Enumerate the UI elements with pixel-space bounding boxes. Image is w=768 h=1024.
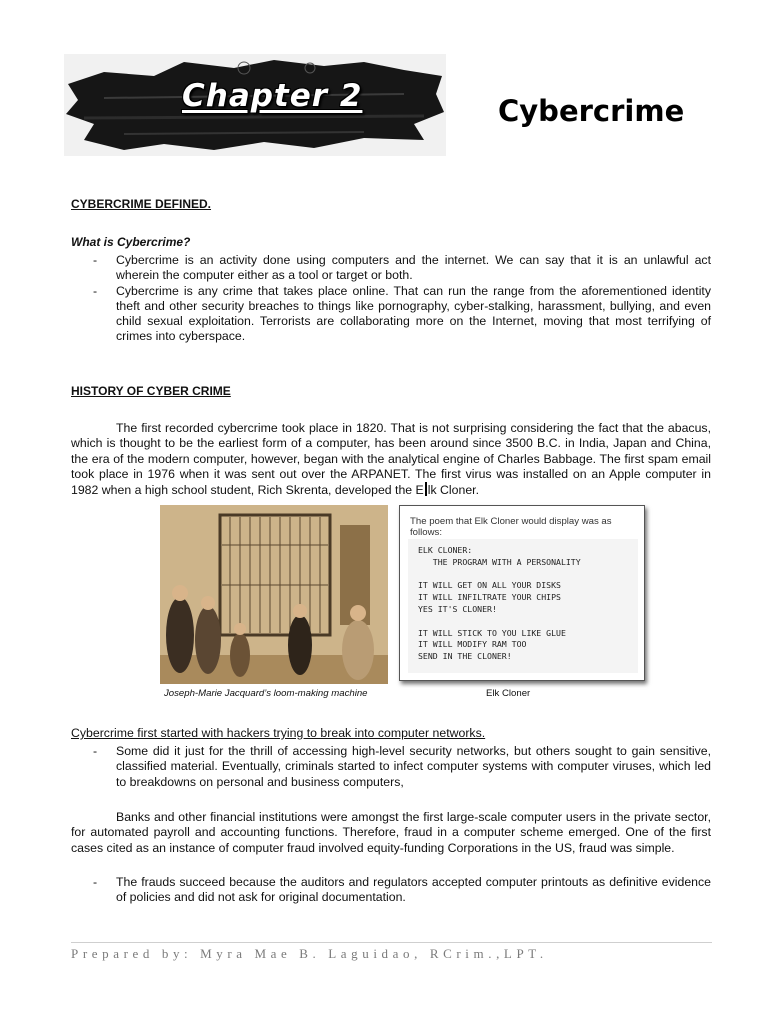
text-cursor — [425, 482, 427, 496]
hackers-list — [71, 744, 711, 790]
list-item: - Cybercrime is an activity done using computers and the internet. We can say that it is an unlawful act wherein the computer either as a tool or target or both. — [93, 253, 711, 283]
section-heading-defined: CYBERCRIME DEFINED. — [71, 197, 212, 211]
list-item: - Cybercrime is any crime that takes place online. That can run the range from the aforementioned identity theft and other security breaches to things like pornography, cyber-stalking, harassment, bullying, and even child sexual exploitation. Terrorists are collaborating more on the Internet, moving that most terrifying of crimes into cyberspace. — [93, 283, 711, 344]
elk-caption: Elk Cloner — [486, 688, 531, 699]
elk-cloner-poem: ELK CLONER: THE PROGRAM WITH A PERSONALITY IT WILL GET ON ALL YOUR DISKS IT WILL INFILTRATE YOUR CHIPS YES IT'S CLONER! IT WILL STICK TO YOU LIKE GLUE IT WILL MODIFY RAM TOO SEND IN THE CLONER! — [408, 539, 638, 673]
list-item: - The frauds succeed because the auditors and regulators accepted computer printouts as definitive evidence of policies and did not ask for original documentation. — [93, 875, 711, 905]
loom-illustration — [160, 505, 388, 684]
footer-text: Prepared by: Myra Mae B. Laguidao, RCrim.,LPT. — [71, 946, 548, 961]
history-paragraph: The first recorded cybercrime took place in 1820. That is not surprising considering the fact that the abacus, which is thought to be the earliest form of a computer, has been around since 3500 B.C. in India, Japan and China, the era of the modern computer, however, began with the analytical engine of Charles Babbage. The first spam email took place in 1976 when it was sent out over the ARPANET. The first virus was installed on an Apple computer in 1982 when a high school student, Rich Skrenta, developed the E lk Cloner. — [71, 421, 711, 498]
frauds-list — [71, 875, 711, 906]
elk-intro-text: The poem that Elk Cloner would display was as follows: — [410, 516, 612, 538]
chapter-label: Chapter 2 — [182, 78, 363, 114]
definition-list — [71, 253, 711, 345]
loom-caption: Joseph-Marie Jacquard’s loom-making machine — [164, 688, 368, 699]
elk-cloner-panel — [399, 505, 645, 681]
section-heading-history: HISTORY OF CYBER CRIME — [71, 384, 231, 398]
list-item: - Some did it just for the thrill of accessing high-level security networks, but others sought to gain sensitive, classified material. Eventually, criminals started to infect computer systems with computer viruses, which led to breakdowns on personal and business computers, — [93, 744, 711, 789]
footer-divider — [71, 942, 712, 943]
document-title: Cybercrime — [498, 94, 685, 128]
banks-paragraph: Banks and other financial institutions were amongst the first large-scale computer users in the private sector, for automated payroll and accounting functions. Therefore, fraud in a computer scheme emerged. One of the first cases cited as an instance of computer fraud involved equity-funding Corporations in the US, fraud was simple. — [71, 810, 711, 855]
chapter-banner — [64, 54, 446, 156]
hackers-lead: Cybercrime first started with hackers trying to break into computer networks. — [71, 726, 486, 740]
question-heading: What is Cybercrime? — [71, 235, 191, 249]
